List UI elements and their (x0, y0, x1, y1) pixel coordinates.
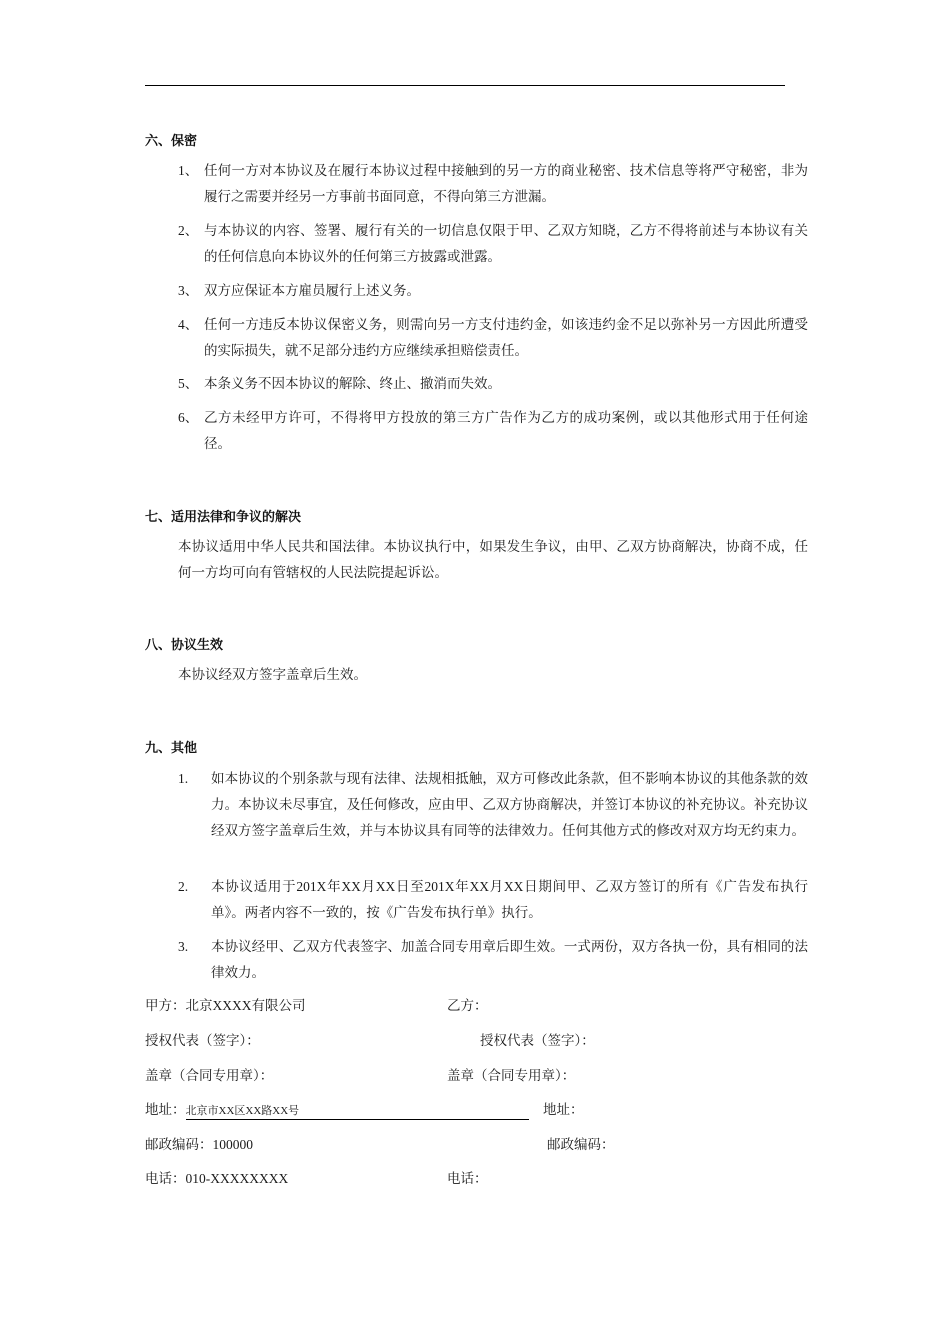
item-text: 与本协议的内容、签署、履行有关的一切信息仅限于甲、乙双方知晓，乙方不得将前述与本协议有关的任何信息向本协议外的任何第三方披露或泄露。 (204, 223, 808, 264)
item-number: 6、 (178, 410, 199, 425)
item-number: 2. (178, 879, 189, 894)
item-number: 1. (178, 771, 189, 786)
item-number: 1、 (178, 163, 199, 178)
section-6-item-5 (178, 371, 808, 397)
section-9-item-1 (178, 766, 808, 844)
section-6-item-3 (178, 278, 808, 304)
party-a-phone: 电话：010-XXXXXXXX (145, 1171, 289, 1186)
item-text: 任何一方对本协议及在履行本协议过程中接触到的另一方的商业秘密、技术信息等将严守秘密，非为履行之需要并经另一方事前书面同意，不得向第三方泄漏。 (204, 163, 808, 204)
section-6-item-2 (178, 218, 808, 270)
section-6-item-4 (178, 312, 808, 364)
item-text: 任何一方违反本协议保密义务，则需向另一方支付违约金，如该违约金不足以弥补另一方因此所遭受的实际损失，就不足部分违约方应继续承担赔偿责任。 (204, 317, 808, 358)
section-9-item-3 (178, 934, 808, 986)
party-b-postal-code: 邮政编码： (547, 1137, 615, 1152)
item-text: 本协议经甲、乙双方代表签字、加盖合同专用章后即生效。一式两份，双方各执一份，具有相同的法律效力。 (211, 939, 808, 980)
party-a-postal-code: 邮政编码：100000 (145, 1137, 253, 1152)
section-7-title: 七、适用法律和争议的解决 (145, 510, 302, 525)
party-b-address: 地址： (543, 1102, 584, 1117)
item-number: 3. (178, 939, 189, 954)
item-text: 双方应保证本方雇员履行上述义务。 (204, 283, 420, 298)
section-8-title: 八、协议生效 (145, 638, 224, 653)
header-rule (145, 85, 785, 86)
item-text: 本协议适用于201X年XX月XX日至201X年XX月XX日期间甲、乙双方签订的所有《广告发布执行单》。两者内容不一致的，按《广告发布执行单》执行。 (211, 879, 808, 920)
party-b-phone: 电话： (447, 1171, 488, 1186)
section-9-item-2 (178, 874, 808, 926)
party-b-seal: 盖章（合同专用章）： (447, 1068, 576, 1083)
address-value: 北京市XX区XX路XX号 (186, 1104, 529, 1120)
item-text: 本条义务不因本协议的解除、终止、撤消而失效。 (204, 376, 501, 391)
section-8-text: 本协议经双方签字盖章后生效。 (178, 667, 367, 682)
section-6-item-6 (178, 405, 808, 457)
item-number: 5、 (178, 376, 199, 391)
item-text: 乙方未经甲方许可，不得将甲方投放的第三方广告作为乙方的成功案例，或以其他形式用于任何途径。 (204, 410, 808, 451)
party-a-representative: 授权代表（签字）： (145, 1033, 260, 1048)
item-number: 3、 (178, 283, 199, 298)
item-number: 4、 (178, 317, 199, 332)
item-number: 2、 (178, 223, 199, 238)
party-a-address (145, 1100, 529, 1120)
party-b-representative: 授权代表（签字）： (480, 1033, 595, 1048)
section-7-text: 本协议适用中华人民共和国法律。本协议执行中，如果发生争议，由甲、乙双方协商解决，协商不成，任何一方均可向有管辖权的人民法院提起诉讼。 (178, 539, 808, 580)
address-label: 地址： (145, 1102, 186, 1117)
party-a-name: 甲方：北京XXXX有限公司 (145, 998, 306, 1013)
party-a-seal: 盖章（合同专用章）： (145, 1068, 274, 1083)
section-9-title: 九、其他 (145, 741, 198, 756)
section-6-title: 六、保密 (145, 134, 198, 149)
party-b-name: 乙方： (447, 998, 488, 1013)
item-text: 如本协议的个别条款与现有法律、法规相抵触，双方可修改此条款，但不影响本协议的其他条款的效力。本协议未尽事宜，及任何修改，应由甲、乙双方协商解决，并签订本协议的补充协议。补充协议经双方签字盖章后生效，并与本协议具有同等的法律效力。任何其他方式的修改对双方均无约束力。 (211, 771, 808, 838)
section-6-item-1 (178, 158, 808, 210)
